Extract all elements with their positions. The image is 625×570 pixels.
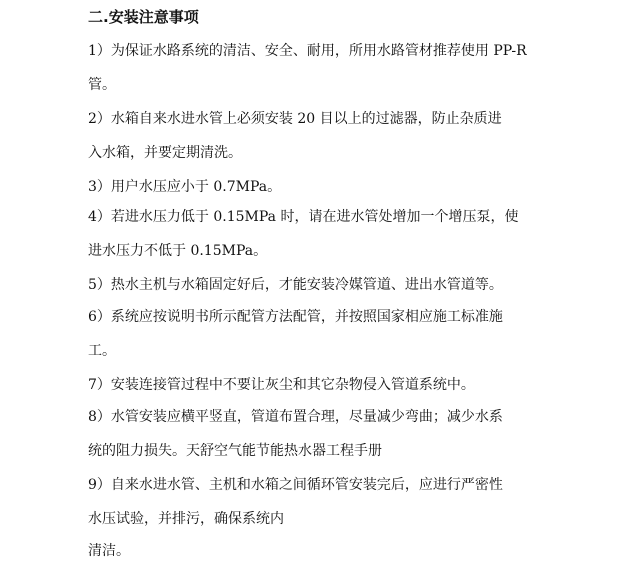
text-line: 6）系统应按说明书所示配管方法配管，并按照国家相应施工标准施 <box>88 309 503 325</box>
text-line: 9）自来水进水管、主机和水箱之间循环管安装完后，应进行严密性 <box>88 477 503 493</box>
text-line: 8）水管安装应横平竖直，管道布置合理，尽量减少弯曲；减少水系 <box>88 409 503 425</box>
text-line: 2）水箱自来水进水管上必须安装 20 目以上的过滤器，防止杂质进 <box>88 111 502 127</box>
text-line: 1）为保证水路系统的清洁、安全、耐用，所用水路管材推荐使用 PP-R <box>88 43 527 59</box>
text-line: 入水箱，并要定期清洗。 <box>88 145 242 161</box>
text-line: 进水压力不低于 0.15MPa。 <box>88 243 268 259</box>
text-line: 管。 <box>88 77 116 93</box>
text-line: 工。 <box>88 343 116 359</box>
text-line: 水压试验，并排污，确保系统内 <box>88 511 284 527</box>
text-line: 7）安装连接管过程中不要让灰尘和其它杂物侵入管道系统中。 <box>88 377 475 393</box>
text-line: 3）用户水压应小于 0.7MPa。 <box>88 179 282 195</box>
section-heading: 二.安装注意事项 <box>88 8 199 26</box>
text-line: 5）热水主机与水箱固定好后，才能安装冷媒管道、进出水管道等。 <box>88 277 503 293</box>
text-line: 清洁。 <box>88 543 130 559</box>
text-line: 统的阻力损失。天舒空气能节能热水器工程手册 <box>88 443 382 459</box>
text-line: 4）若进水压力低于 0.15MPa 时，请在进水管处增加一个增压泵，使 <box>88 209 519 225</box>
